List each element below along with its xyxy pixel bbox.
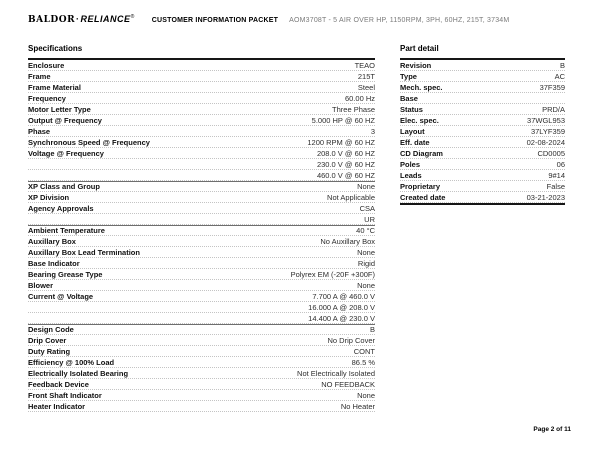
table-row <box>400 170 565 181</box>
row-value: 208.0 V @ 60 HZ <box>316 148 375 158</box>
row-label: Layout <box>400 126 425 136</box>
row-label: Agency Approvals <box>28 203 94 213</box>
row-value: PRD/A <box>542 104 565 114</box>
row-label: Voltage @ Frequency <box>28 148 104 158</box>
table-row <box>28 93 375 104</box>
row-label: Auxillary Box <box>28 236 76 246</box>
specifications-heading: Specifications <box>28 44 83 53</box>
row-label: Created date <box>400 192 446 202</box>
row-value: 37LYF359 <box>530 126 565 136</box>
row-value: 3 <box>370 126 375 136</box>
row-label: Output @ Frequency <box>28 115 102 125</box>
logo-reliance-text: RELIANCE <box>80 14 131 24</box>
row-label: Feedback Device <box>28 379 89 389</box>
table-row <box>28 181 375 192</box>
row-value: CSA <box>359 203 375 213</box>
row-label: Base <box>400 93 418 103</box>
row-label: Design Code <box>28 325 74 334</box>
table-row <box>28 115 375 126</box>
row-label: Enclosure <box>28 60 65 70</box>
row-value: Rigid <box>357 258 375 268</box>
table-row <box>28 258 375 269</box>
row-label: Auxillary Box Lead Termination <box>28 247 140 257</box>
table-row <box>28 335 375 346</box>
table-row <box>28 313 375 324</box>
table-row <box>28 82 375 93</box>
specifications-section <box>28 44 375 412</box>
table-row <box>28 280 375 291</box>
row-label: Elec. spec. <box>400 115 439 125</box>
table-row <box>28 170 375 181</box>
row-label: Type <box>400 71 417 81</box>
row-value: 37WGL953 <box>527 115 565 125</box>
row-value: 60.00 Hz <box>344 93 375 103</box>
table-row <box>28 291 375 302</box>
row-label: Eff. date <box>400 137 430 147</box>
row-label: Mech. spec. <box>400 82 443 92</box>
row-label: Frame <box>28 71 51 81</box>
table-row <box>400 137 565 148</box>
table-row <box>28 148 375 159</box>
row-value: Steel <box>357 82 375 92</box>
row-value: B <box>559 60 565 70</box>
row-label: Electrically Isolated Bearing <box>28 368 129 378</box>
row-value: 14.400 A @ 230.0 V <box>308 313 375 323</box>
row-value: 1200 RPM @ 60 HZ <box>307 137 375 147</box>
row-label: Synchronous Speed @ Frequency <box>28 137 150 147</box>
row-value: 37F359 <box>539 82 565 92</box>
table-row <box>28 126 375 137</box>
row-value: Three Phase <box>332 104 375 114</box>
row-label: Phase <box>28 126 51 136</box>
table-row <box>400 60 565 71</box>
row-label: Poles <box>400 159 421 169</box>
table-row <box>28 192 375 203</box>
row-value: AC <box>554 71 565 81</box>
table-row <box>28 71 375 82</box>
page-header <box>28 14 580 25</box>
part-detail-table <box>400 58 565 205</box>
row-value: 230.0 V @ 60 HZ <box>316 159 375 169</box>
row-value: 215T <box>357 71 375 81</box>
table-row <box>400 148 565 159</box>
row-value: No Drip Cover <box>327 335 375 345</box>
table-row <box>28 302 375 313</box>
row-label: Status <box>400 104 423 114</box>
part-detail-heading: Part detail <box>400 44 439 53</box>
registered-trademark-icon: ® <box>130 14 135 20</box>
row-label: Drip Cover <box>28 335 67 345</box>
table-row <box>400 104 565 115</box>
table-row <box>28 159 375 170</box>
part-detail-section <box>400 44 565 205</box>
product-description: AOM3708T - 5 AIR OVER HP, 1150RPM, 3PH, 60HZ, 215T, 3734M <box>289 17 510 24</box>
logo-separator-dot: · <box>76 14 80 24</box>
table-row <box>400 192 565 203</box>
row-label: Front Shaft Indicator <box>28 390 102 400</box>
row-value: CD0005 <box>537 148 565 158</box>
row-value: 7.700 A @ 460.0 V <box>312 291 375 301</box>
table-row <box>28 368 375 379</box>
table-row <box>28 236 375 247</box>
row-value: No Auxillary Box <box>320 236 375 246</box>
row-value: B <box>369 325 375 334</box>
table-row <box>400 159 565 170</box>
specifications-table <box>28 58 375 412</box>
row-value: 460.0 V @ 60 HZ <box>316 170 375 180</box>
row-value: None <box>357 182 375 191</box>
table-row <box>28 346 375 357</box>
table-row <box>28 137 375 148</box>
table-row <box>28 324 375 335</box>
row-value: 06 <box>556 159 565 169</box>
page-number: Page 2 of 11 <box>533 426 571 433</box>
row-label: Ambient Temperature <box>28 226 105 235</box>
row-label: Efficiency @ 100% Load <box>28 357 115 367</box>
row-label: XP Class and Group <box>28 182 100 191</box>
row-value: False <box>546 181 565 191</box>
row-value: 5.000 HP @ 60 HZ <box>311 115 375 125</box>
logo-baldor-text: BALDOR <box>28 15 76 25</box>
table-row <box>28 247 375 258</box>
table-row <box>400 181 565 192</box>
row-label: Duty Rating <box>28 346 71 356</box>
row-label: Blower <box>28 280 54 290</box>
row-label: Bearing Grease Type <box>28 269 103 279</box>
row-label: Base Indicator <box>28 258 80 268</box>
row-value: 40 °C <box>356 226 375 235</box>
table-row <box>28 214 375 225</box>
row-label: CD Diagram <box>400 148 443 158</box>
document-title: CUSTOMER INFORMATION PACKET <box>151 17 279 24</box>
table-row <box>28 104 375 115</box>
row-label: Frequency <box>28 93 66 103</box>
row-value: No Heater <box>340 401 375 411</box>
table-row <box>400 115 565 126</box>
table-row <box>400 82 565 93</box>
table-row <box>400 126 565 137</box>
table-row <box>28 401 375 412</box>
row-value: CONT <box>353 346 375 356</box>
row-value: None <box>357 280 375 290</box>
row-value: Polyrex EM (-20F +300F) <box>290 269 375 279</box>
row-value: TEAO <box>354 60 375 70</box>
row-label: Motor Letter Type <box>28 104 91 114</box>
table-row <box>28 390 375 401</box>
row-value: 02-08-2024 <box>526 137 565 147</box>
table-row <box>28 203 375 214</box>
row-value: Not Electrically Isolated <box>297 368 375 378</box>
table-row <box>400 71 565 82</box>
baldor-reliance-logo <box>28 14 135 25</box>
row-value: None <box>357 390 375 400</box>
row-value: 9#14 <box>548 170 565 180</box>
table-row <box>28 269 375 280</box>
row-value: 03-21-2023 <box>526 192 565 202</box>
row-label: Heater Indicator <box>28 401 86 411</box>
row-label: Revision <box>400 60 432 70</box>
row-value: 86.5 % <box>351 357 375 367</box>
row-label: Leads <box>400 170 422 180</box>
table-row <box>28 225 375 236</box>
row-value: None <box>357 247 375 257</box>
row-value: 16.000 A @ 208.0 V <box>308 302 375 312</box>
row-label: Proprietary <box>400 181 441 191</box>
table-row <box>400 93 565 104</box>
row-value: UR <box>364 214 375 224</box>
row-label: Current @ Voltage <box>28 291 94 301</box>
table-row <box>28 60 375 71</box>
row-value: Not Applicable <box>327 192 375 202</box>
row-label: XP Division <box>28 192 70 202</box>
table-row <box>28 357 375 368</box>
table-row <box>28 379 375 390</box>
row-value: NO FEEDBACK <box>321 379 375 389</box>
row-label: Frame Material <box>28 82 81 92</box>
